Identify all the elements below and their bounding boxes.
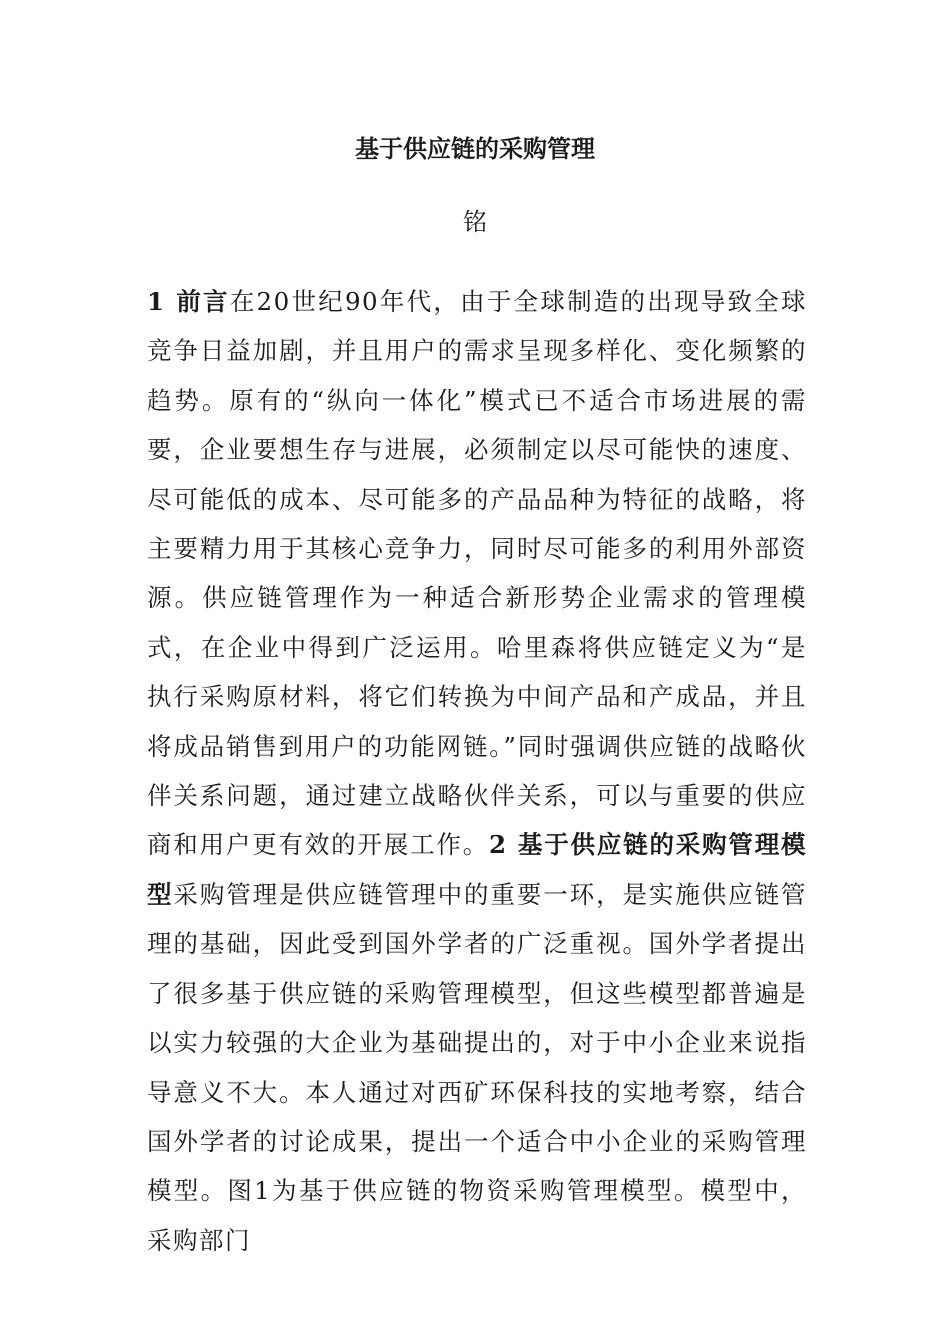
section-2-text: 采购管理是供应链管理中的重要一环，是实施供应链管理的基础，因此受到国外学者的广泛重视。国外学者提出了很多基于供应链的采购管理模型，但这些模型都普遍是以实力较强的大企业为基础提出的，对于中小企业来说指导意义不大。本人通过对西矿环保科技的实地考察，结合国外学者的讨论成果，提出一个适合中小企业的采购管理模型。图1为基于供应链的物资采购管理模型。模型中，采购部门: [147, 879, 808, 1255]
body-paragraph: [147, 277, 807, 1265]
document-author: 铭: [463, 208, 487, 236]
section-2-heading: 2 基于供应链的采购管理模型: [147, 830, 808, 909]
section-1-text: 在20世纪90年代，由于全球制造的出现导致全球竞争日益加剧，并且用户的需求呈现多样化、变化频繁的趋势。原有的“纵向一体化”模式已不适合市场进展的需要，企业要想生存与进展，必须制定以尽可能快的速度、尽可能低的成本、尽可能多的产品品种为特征的战略，将主要精力用于其核心竞争力，同时尽可能多的利用外部资源。供应链管理作为一种适合新形势企业需求的管理模式，在企业中得到广泛运用。哈里森将供应链定义为“是执行采购原材料，将它们转换为中间产品和产成品，并且将成品销售到用户的功能网链。”同时强调供应链的战略伙伴关系问题，通过建立战略伙伴关系，可以与重要的供应商和用户更有效的开展工作。: [147, 287, 807, 860]
document-title: 基于供应链的采购管理: [355, 134, 595, 163]
section-1-heading: 1 前言: [147, 287, 230, 316]
